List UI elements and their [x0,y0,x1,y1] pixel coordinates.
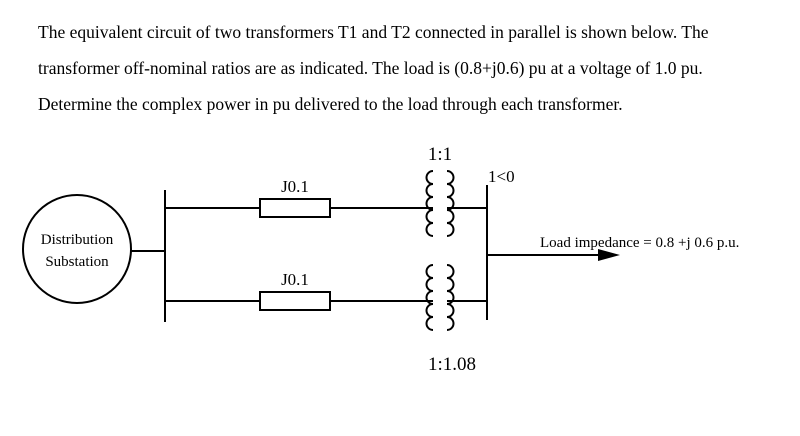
bus-voltage-label: 1<0 [488,167,515,186]
load-label: Load impedance = 0.8 +j 0.6 p.u. [540,235,740,251]
problem-line-2: transformer off-nominal ratios are as indicated. The load is (0.8+j0.6) pu at a voltage of 1.0 pu. [38,58,703,78]
problem-line-1: The equivalent circuit of two transformers T1 and T2 connected in parallel is shown below. The [38,22,709,42]
top-secondary-coil [447,171,454,236]
top-primary-coil [427,171,434,236]
bottom-primary-coil [427,265,434,330]
bottom-impedance-box [260,292,330,310]
top-impedance-label: J0.1 [281,177,309,196]
substation-label-line-1: Distribution [40,232,114,248]
problem-line-3: Determine the complex power in pu delivered to the load through each transformer. [38,94,623,114]
bottom-impedance-label: J0.1 [281,270,309,289]
top-ratio-label: 1:1 [427,144,453,165]
bottom-secondary-coil [447,265,454,330]
substation-circle [23,195,131,303]
top-impedance-box [260,199,330,217]
bottom-ratio-label: 1:1.08 [427,354,477,375]
substation-label-line-2: Substation [45,254,109,270]
